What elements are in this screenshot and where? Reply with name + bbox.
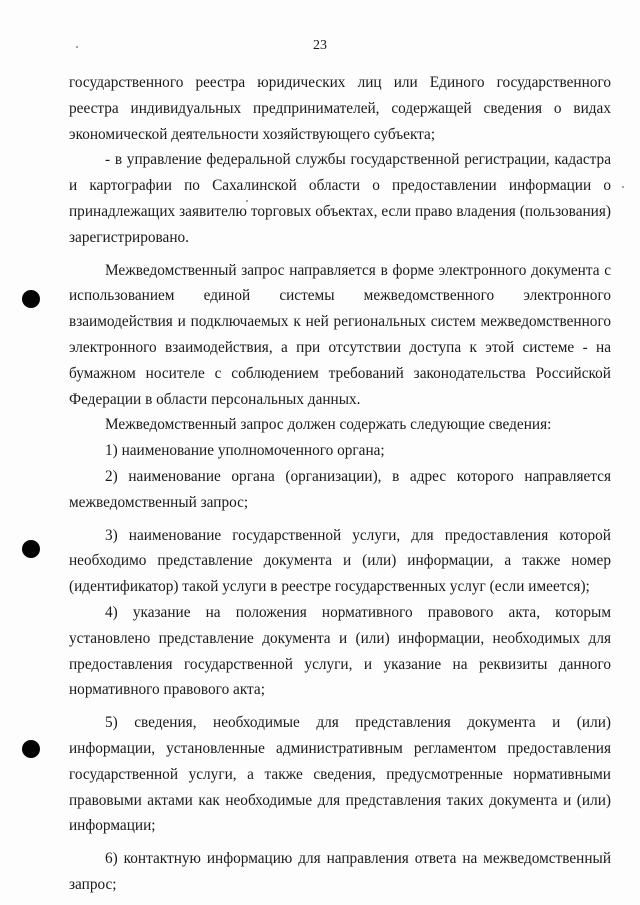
page-number: 23 <box>313 38 327 53</box>
list-item-4: 4) указание на положения нормативного правового акта, которым установлено представление документа и (или) информации, необходимых для предоставления государственной услуги, и указание на реквизиты данного нормативного правового акта; <box>69 603 611 699</box>
list-item-6: 6) контактную информацию для направления ответа на межведомственный запрос; <box>69 850 611 893</box>
list-item-3: 3) наименование государственной услуги, для предоставления которой необходимо представление документа и (или) информации, а также номер (идентификатор) такой услуги в реестре государственных услуг (если имеется); <box>69 526 611 596</box>
document-body <box>69 70 611 898</box>
punch-hole-top <box>22 290 40 308</box>
punch-hole-middle <box>22 540 40 558</box>
paragraph-rosreestr-request: - в управление федеральной службы государственной регистрации, кадастра и картографии по Сахалинской области о предоставлении информации о принадлежащих заявителю торговых объектах, если право владения (пользования) зарегистрировано. <box>69 151 611 246</box>
paragraph-request-form: Межведомственный запрос направляется в форме электронного документа с использованием единой системы межведомственного электронного взаимодействия и подключаемых к ней региональных систем межведомственного электронного взаимодействия, а при отсутствии доступа к этой системе - на бумажном носителе с соблюдением требований законодательства Российской Федерации в области персональных данных. <box>69 261 611 408</box>
paragraph-registry-continuation: государственного реестра юридических лиц или Единого государственного реестра индивидуальных предпринимателей, содержащей сведения о видах экономической деятельности хозяйствующего субъекта; <box>69 74 611 143</box>
scan-speck <box>246 200 248 202</box>
list-item-2: 2) наименование органа (организации), в адрес которого направляется межведомственный запрос; <box>69 467 611 511</box>
punch-hole-bottom <box>22 740 40 758</box>
list-item-1: 1) наименование уполномоченного органа; <box>105 442 385 460</box>
paragraph-request-contents-intro: Межведомственный запрос должен содержать следующие сведения: <box>105 416 552 434</box>
scan-speck <box>622 186 624 188</box>
scan-speck <box>76 46 78 48</box>
list-item-5: 5) сведения, необходимые для представления документа и (или) информации, установленные административным регламентом предоставления государственной услуги, а также сведения, предусмотренные нормативными правовыми актами как необходимые для представления таких документа и (или) информации; <box>69 714 611 835</box>
